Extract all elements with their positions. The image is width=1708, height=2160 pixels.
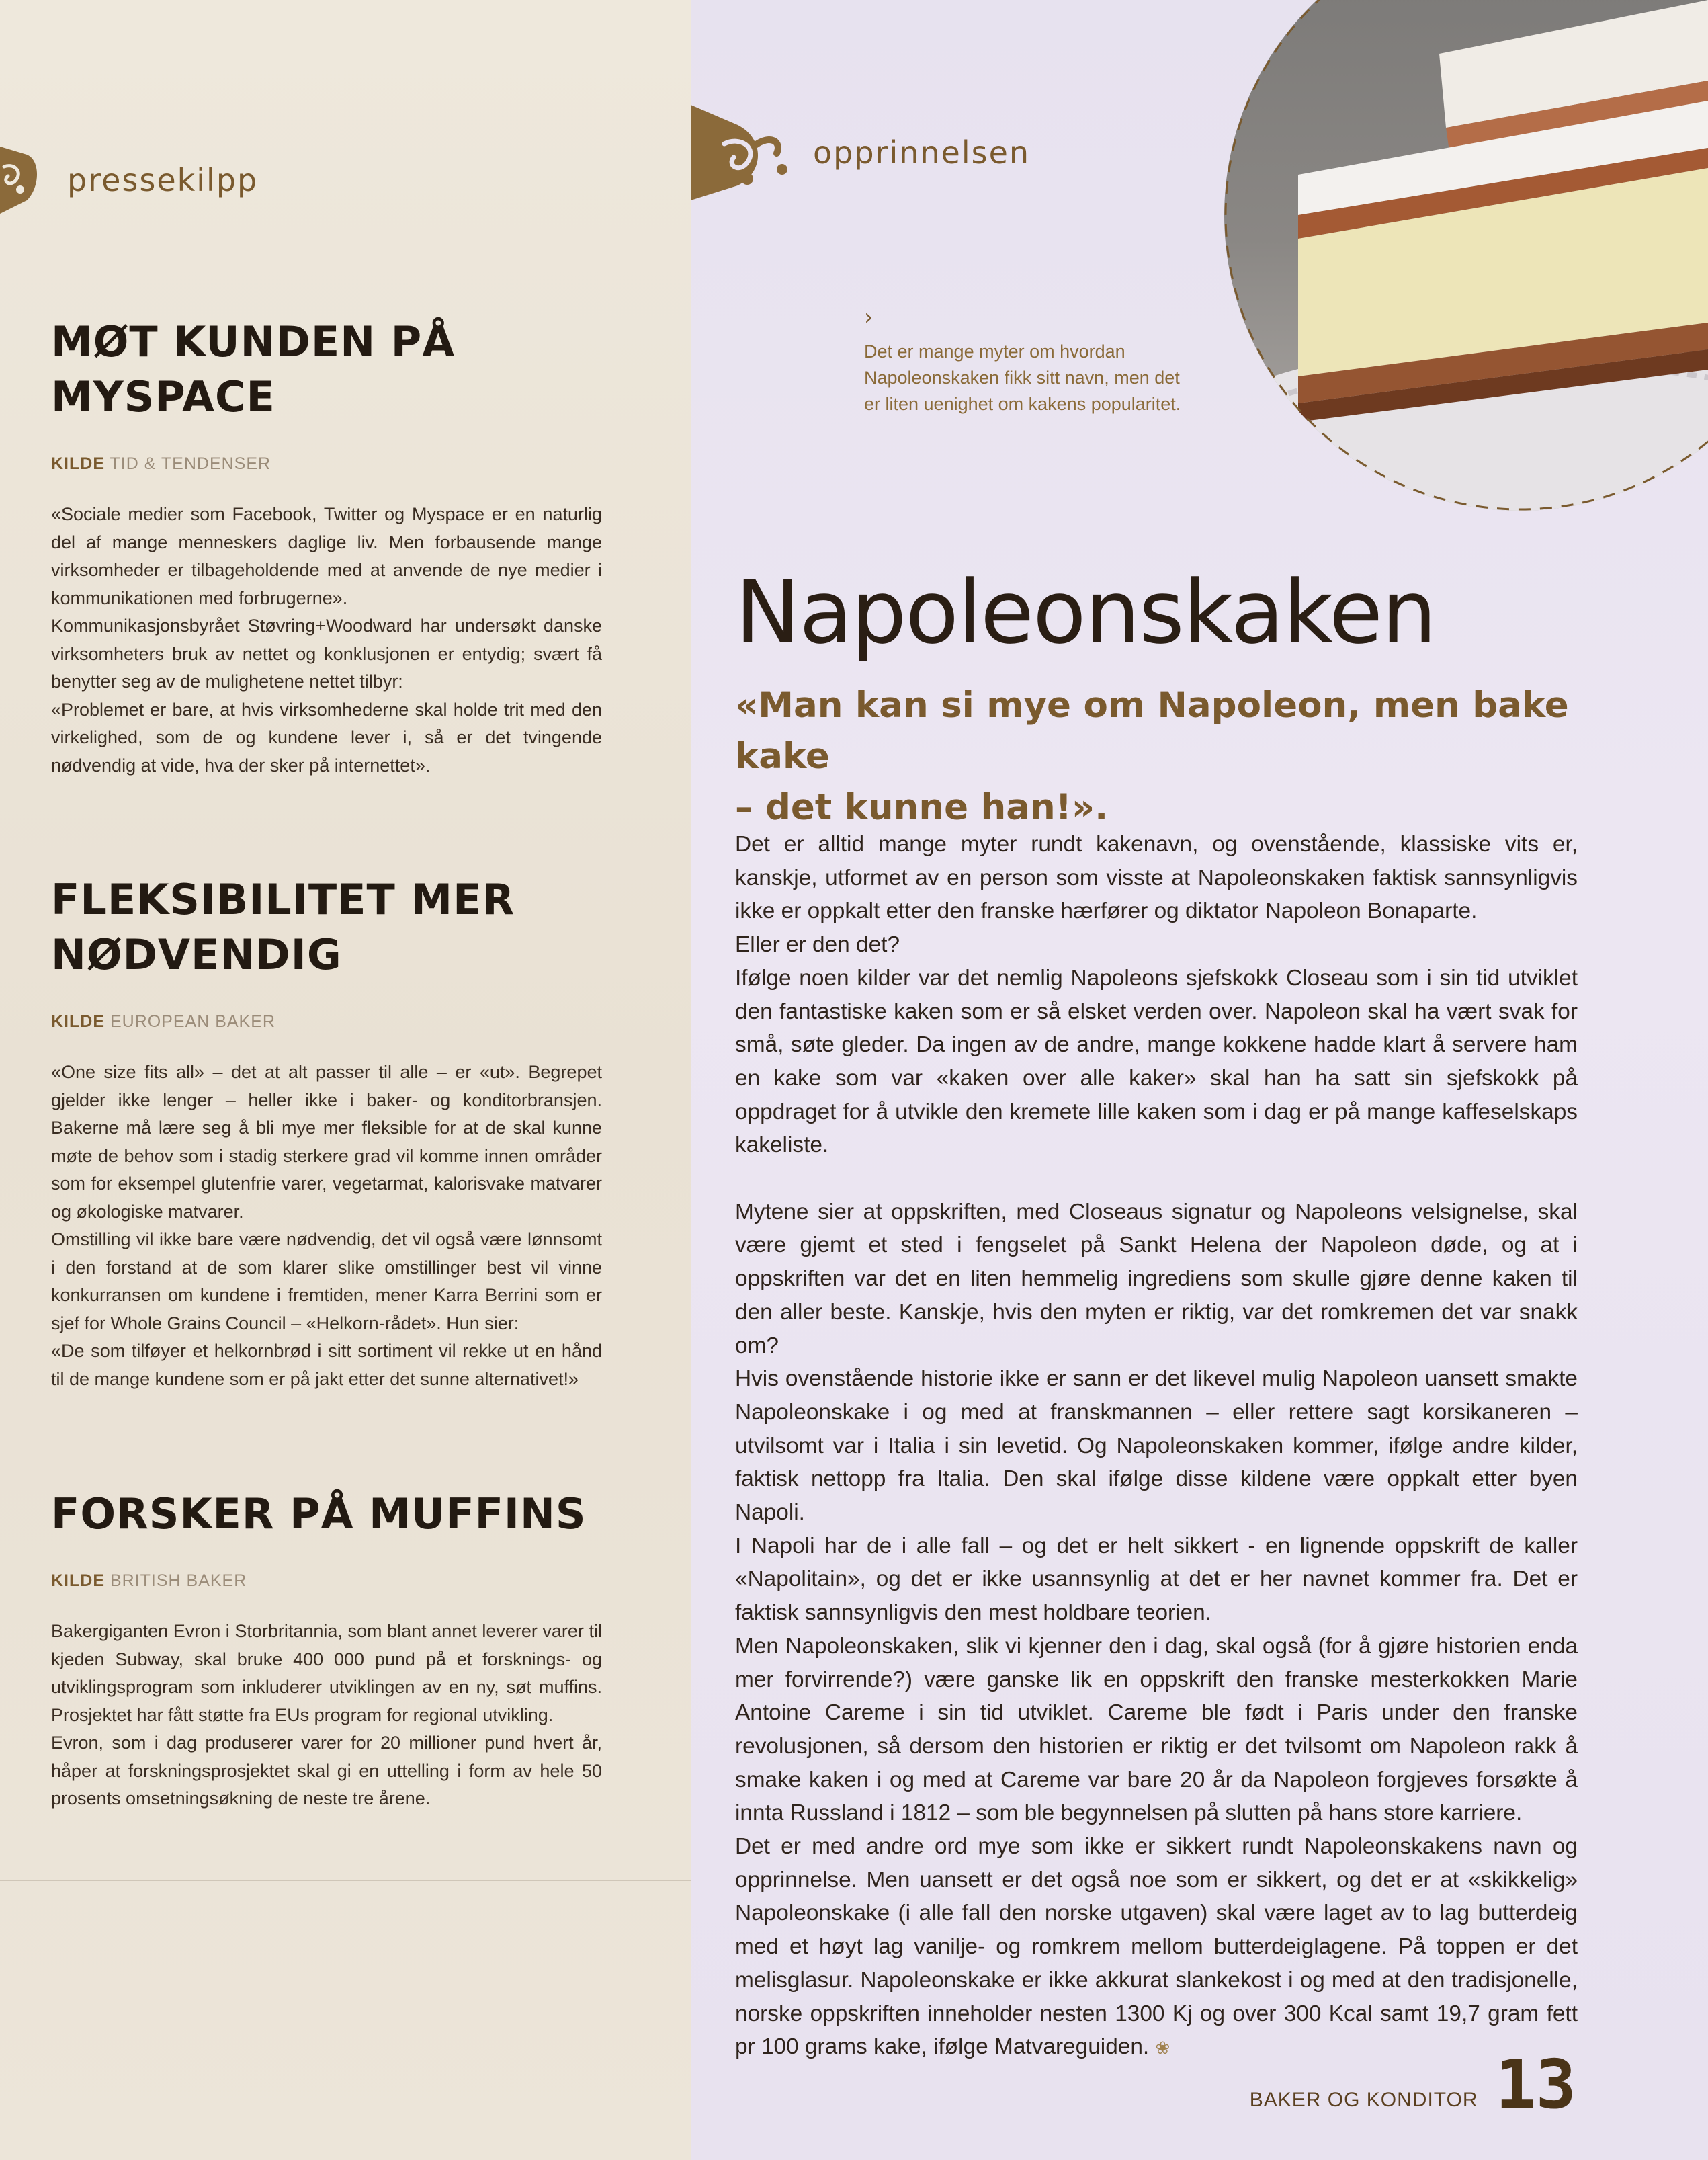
cake-photo	[1224, 0, 1708, 565]
paragraph: Hvis ovenstående historie ikke er sann er det likevel mulig Napoleon uansett smakte Napoleonskake i og med at franskmannen – eller rettere sagt korsikaneren – utvilsomt var i Italia i sin levetid. Og Napoleonskaken kommer, ifølge andre kilder, faktisk nettopp fra Italia. Den skal ifølge disse kildene være oppkalt etter byen Napoli.	[735, 1366, 1578, 1526]
section-label-pressklipp: pressekilpp	[67, 162, 259, 198]
article-title	[51, 872, 602, 983]
paragraph: Eller er den det?	[735, 932, 900, 958]
article-title	[51, 1487, 602, 1542]
quote-line: «Man kan si mye om Napoleon, men bake kake	[735, 685, 1569, 777]
page-footer	[1249, 2045, 1576, 2124]
opprinnelsen-header	[691, 105, 1030, 200]
article-quote	[735, 680, 1609, 833]
title-line: NØDVENDIG	[51, 930, 342, 979]
source-label: KILDE	[51, 1571, 105, 1590]
source-name: EUROPEAN BAKER	[110, 1012, 275, 1031]
article-myspace	[51, 315, 602, 780]
paragraph: «Sociale medier som Facebook, Twitter og Myspace er en naturlig del af mange menneskers daglige liv. Men forbausende mange virksomheder er tilbageholdende med at anvende de nye medier i kommunikationen med forbrugerne».	[51, 504, 602, 608]
paragraph: Ifølge noen kilder var det nemlig Napoleons sjefskokk Closeau som i sin tid utviklet den fantastiske kaken som er så elsket verden over. Napoleon skal ha vært svak for små, søte gleder. Da ingen av de andre, mange kokkene hadde klart å servere ham en kake som var «kaken over alle kaker» skal han ha satt sin sjefskokk på oppdraget for å utvikle den kremete lille kaken som i dag er på mange kaffeselskaps kakeliste.	[735, 965, 1578, 1158]
section-label-opprinnelsen: opprinnelsen	[813, 134, 1031, 171]
ornament-swirl-icon	[691, 105, 793, 200]
paragraph: Evron, som i dag produserer varer for 20 millioner pund hvert år, håper at forskningsprosjektet skal gi en uttelling i form av hele 50 prosents omsetningsøkning de neste tre årene.	[51, 1733, 602, 1809]
article-title	[51, 315, 602, 425]
source-name: TID & TENDENSER	[110, 454, 271, 473]
title-line: FLEKSIBILITET MER	[51, 875, 515, 924]
right-column	[691, 0, 1708, 2160]
caption-arrow-icon: ›	[864, 304, 873, 331]
caption-text: Det er mange myter om hvordan Napoleonskaken fikk sitt navn, men det er liten uenighet om kakens popularitet.	[864, 341, 1181, 414]
paragraph: Bakergiganten Evron i Storbritannia, som blant annet leverer varer til kjeden Subway, skal bruke 400 000 pund på et forsknings- og utviklingsprogram som inkluderer utviklingen av en ny, søt muffins. Prosjektet har fått støtte fra EUs program for regional utvikling.	[51, 1621, 602, 1725]
paragraph: Kommunikasjonsbyrået Støvring+Woodward har undersøkt danske virksomheters bruk av nettet og konklusjonen er entydig; svært få benytter seg av de mulighetene nettet tilbyr:	[51, 616, 602, 692]
article-fleksibilitet	[51, 872, 602, 1393]
article-body	[51, 501, 602, 780]
article-title: Napoleonskaken	[735, 561, 1436, 663]
article-source	[51, 1571, 602, 1591]
publication-name: BAKER OG KONDITOR	[1249, 2089, 1478, 2111]
article-source	[51, 454, 602, 474]
paragraph: I Napoli har de i alle fall – og det er helt sikkert - en lignende oppskrift de kaller «Napolitain», og det er ikke usannsynlig at det er her navnet kommer fra. Det er faktisk sannsynligvis den mest holdbare teorien.	[735, 1533, 1578, 1626]
paragraph: «One size fits all» – det at alt passer til alle – er «ut». Begrepet gjelder ikke lenger – heller ikke i baker- og konditorbransjen. Bakerne må lære seg å bli mye mer fleksible for at de skal kunne møte de behov som i stadig sterkere grad vil komme innen områder som for eksempel glutenfrie varer, vegetarmat, kalorisvake matvarer og økologiske matvarer.	[51, 1062, 602, 1222]
pressklipp-header	[0, 147, 258, 214]
source-label: KILDE	[51, 454, 105, 473]
title-line: FORSKER PÅ MUFFINS	[51, 1489, 587, 1538]
article-body	[735, 828, 1578, 2065]
quote-line: – det kunne han!».	[735, 787, 1109, 828]
source-name: BRITISH BAKER	[110, 1571, 247, 1590]
ornament-swirl-icon	[0, 147, 43, 214]
paragraph: «Problemet er bare, at hvis virksomhederne skal holde trit med den virkelighed, som de og kundene lever i, så er det tvingende nødvendig at vide, hva der sker på internettet».	[51, 699, 602, 776]
article-source	[51, 1012, 602, 1032]
end-flower-icon: ❀	[1155, 2038, 1170, 2059]
paragraph: «De som tilføyer et helkornbrød i sitt sortiment vil rekke ut en hånd til de mange kundene som er på jakt etter det sunne alternativet!»	[51, 1341, 602, 1389]
page-number: 13	[1495, 2045, 1576, 2124]
title-line: MØT KUNDEN PÅ	[51, 317, 456, 366]
paragraph: Det er alltid mange myter rundt kakenavn, og ovenstående, klassiske vits er, kanskje, utformet av en person som visste at Napoleonskaken faktisk sannsynligvis ikke er oppkalt etter den franske hærfører og diktator Napoleon Bonaparte.	[735, 832, 1578, 924]
source-label: KILDE	[51, 1012, 105, 1031]
article-body	[51, 1618, 602, 1813]
divider	[0, 1880, 691, 1881]
last-paragraph	[735, 1830, 1578, 2065]
paragraph: Omstilling vil ikke bare være nødvendig, det vil også være lønnsomt i den forstand at de som klarer slike omstillinger best vil vinne konkurransen om kundene i fremtiden, mener Karra Berrini som er sjef for Whole Grains Council – «Helkorn-rådet». Hun sier:	[51, 1229, 602, 1333]
article-body	[51, 1058, 602, 1393]
paragraph: Men Napoleonskaken, slik vi kjenner den i dag, skal også (for å gjøre historien enda mer forvirrende?) være ganske lik en oppskrift den franske mesterkokken Marie Antoine Careme i sin tid utviklet. Careme ble født i Paris under den franske revolusjonen, så dersom den historien er riktig er det tvilsomt om Napoleon rakk å smake kaken i og med at Careme var bare 20 år da Napoleon forgjeves forsøkte å innta Russland i 1812 – som ble begynnelsen på slutten på hans store karriere.	[735, 1633, 1578, 1826]
title-line: MYSPACE	[51, 372, 275, 421]
paragraph-text: Det er med andre ord mye som ikke er sikkert rundt Napoleonskakens navn og opprinnelse. Men uansett er det også noe som er sikkert, og det er at «skikkelig» Napoleonskake (i alle fall den norske utgaven) skal være laget av to lag butterdeig med et høyt lag vanilje- og romkrem mellom butterdeiglagene. På toppen er det melisglasur. Napoleonskake er ikke akkurat slankekost i og med at den tradisjonelle, norske oppskriften inneholder nesten 1300 Kj og over 300 Kcal samt 19,7 gram fett pr 100 grams kake, ifølge Matvareguiden.	[735, 1834, 1578, 2060]
paragraph: Mytene sier at oppskriften, med Closeaus signatur og Napoleons velsignelse, skal være gjemt et sted i fengselet på Sankt Helena der Napoleon døde, og at i oppskriften var det en liten hemmelig ingrediens som skulle gjøre denne kaken til den aller beste. Kanskje, hvis den myten er riktig, var det romkremen det var snakk om?	[735, 1199, 1578, 1358]
article-muffins	[51, 1487, 602, 1813]
left-column	[0, 0, 691, 2160]
photo-caption	[864, 304, 1187, 417]
